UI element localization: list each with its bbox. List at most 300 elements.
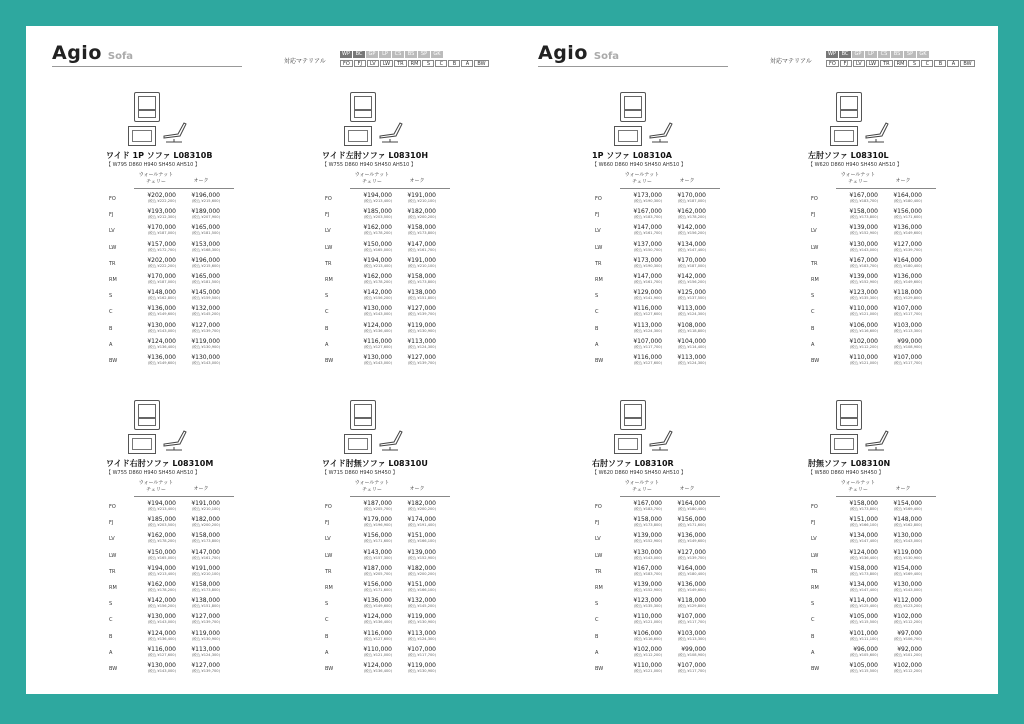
material-code: BW (109, 665, 118, 672)
product-dimensions: 【 W660 D860 H940 SH450 AH510 】 (592, 162, 686, 168)
price-walnut-cherry-tax: (税込 ¥183,700) (633, 571, 662, 576)
material-code: LV (109, 536, 115, 543)
price-walnut-cherry-tax: (税込 ¥115,500) (849, 668, 878, 673)
price-row (322, 273, 462, 289)
material-code: S (325, 293, 329, 300)
price-oak-tax: (税込 ¥166,100) (407, 539, 436, 544)
price-oak: ¥132,000 (191, 305, 220, 313)
column-header-walnut: ウォールナット (354, 480, 390, 486)
price-oak: ¥113,000 (191, 645, 220, 653)
price-walnut-cherry: ¥170,000 (147, 224, 176, 232)
series-name: Agio (52, 42, 102, 64)
price-row (106, 354, 246, 370)
price-walnut-cherry-tax: (税込 ¥172,700) (147, 247, 176, 252)
column-header-oak: オーク (409, 486, 425, 492)
price-oak-tax: (税込 ¥210,100) (191, 571, 220, 576)
material-code: FO (595, 504, 602, 510)
price-row (592, 289, 732, 305)
price-row (808, 241, 948, 257)
price-walnut-cherry-tax: (税込 ¥183,700) (849, 199, 878, 203)
price-walnut-cherry: ¥139,000 (633, 580, 662, 588)
price-walnut-cherry: ¥116,000 (147, 645, 176, 653)
price-oak: ¥151,000 (407, 532, 436, 540)
material-grade-badge: LP (379, 51, 391, 58)
price-oak: ¥182,000 (407, 564, 436, 572)
material-grade-badge: LP (865, 51, 877, 58)
material-code: LV (109, 228, 115, 235)
price-walnut-cherry: ¥151,000 (849, 516, 878, 524)
price-row (322, 662, 462, 678)
price-row (322, 646, 462, 662)
price-oak: ¥130,000 (893, 532, 922, 540)
price-walnut-cherry: ¥139,000 (633, 532, 662, 540)
price-oak-tax: (税込 ¥151,800) (407, 296, 436, 301)
price-walnut-cherry-tax: (税込 ¥127,600) (633, 312, 662, 317)
material-code: S (109, 601, 113, 608)
price-row (106, 516, 246, 532)
price-row (592, 500, 732, 516)
column-header-oak: オーク (679, 178, 695, 184)
column-header-cherry: チェリー (362, 179, 382, 185)
price-oak: ¥136,000 (893, 272, 922, 280)
column-header-cherry: チェリー (146, 487, 166, 493)
material-grade-badge: GP (852, 51, 864, 58)
price-row (322, 354, 462, 370)
price-oak-tax: (税込 ¥124,300) (677, 360, 706, 365)
price-walnut-cherry-tax: (税込 ¥183,700) (633, 215, 662, 220)
price-walnut-cherry-tax: (税込 ¥143,000) (363, 360, 392, 365)
price-row (808, 289, 948, 305)
product-block (106, 92, 266, 392)
sofa-side-view-icon (160, 122, 188, 146)
price-oak-tax: (税込 ¥124,300) (407, 344, 436, 349)
price-walnut-cherry-tax: (税込 ¥121,000) (849, 312, 878, 317)
price-oak-tax: (税込 ¥151,800) (191, 604, 220, 609)
column-header-walnut-cherry (354, 480, 390, 494)
material-code: LW (325, 244, 333, 251)
price-walnut-cherry: ¥105,000 (849, 661, 878, 669)
price-walnut-cherry: ¥202,000 (147, 192, 176, 199)
price-oak: ¥107,000 (677, 613, 706, 621)
sofa-side-view-icon (646, 430, 674, 454)
price-walnut-cherry-tax: (税込 ¥121,000) (633, 620, 662, 625)
price-oak: ¥127,000 (407, 353, 436, 361)
material-code: TR (811, 260, 818, 267)
price-oak: ¥107,000 (407, 645, 436, 653)
price-row (592, 662, 732, 678)
material-code-badge: BW (960, 60, 974, 67)
price-oak: ¥139,000 (407, 548, 436, 556)
price-walnut-cherry-tax: (税込 ¥213,400) (363, 263, 392, 268)
price-walnut-cherry: ¥113,000 (633, 321, 662, 329)
price-walnut-cherry-tax: (税込 ¥187,000) (147, 279, 176, 284)
price-walnut-cherry-tax: (税込 ¥187,000) (147, 231, 176, 236)
material-code: BW (811, 357, 820, 364)
price-walnut-cherry: ¥130,000 (147, 661, 176, 669)
price-walnut-cherry: ¥139,000 (849, 224, 878, 232)
material-label: 対応マテリアル (284, 58, 326, 65)
material-code: FO (811, 196, 818, 202)
material-code-badge: TR (880, 60, 893, 67)
sofa-front-view-icon (620, 400, 646, 430)
price-oak-tax: (税込 ¥124,300) (677, 312, 706, 317)
material-code: RM (325, 276, 333, 283)
material-code: TR (109, 568, 116, 575)
price-walnut-cherry: ¥129,000 (633, 289, 662, 297)
sofa-front-view-icon (620, 92, 646, 122)
price-oak: ¥191,000 (191, 500, 220, 507)
price-walnut-cherry: ¥107,000 (633, 337, 662, 345)
sofa-side-view-icon (862, 430, 890, 454)
price-walnut-cherry-tax: (税込 ¥136,400) (363, 620, 392, 625)
price-oak: ¥119,000 (893, 548, 922, 556)
price-walnut-cherry-tax: (税込 ¥165,000) (147, 555, 176, 560)
price-walnut-cherry-tax: (税込 ¥205,700) (363, 507, 392, 511)
price-oak-tax: (税込 ¥143,000) (893, 587, 922, 592)
price-oak-tax: (税込 ¥149,600) (893, 231, 922, 236)
price-oak-tax: (税込 ¥101,200) (893, 652, 922, 657)
price-walnut-cherry-tax: (税込 ¥205,700) (363, 571, 392, 576)
price-oak: ¥103,000 (677, 629, 706, 637)
price-oak-tax: (税込 ¥139,700) (191, 620, 220, 625)
price-oak: ¥164,000 (677, 500, 706, 507)
price-walnut-cherry: ¥130,000 (147, 321, 176, 329)
header-rule (134, 496, 234, 497)
material-code-badge: FO (340, 60, 353, 67)
title-rule (52, 66, 242, 67)
price-oak-tax: (税込 ¥168,300) (191, 247, 220, 252)
price-row (322, 565, 462, 581)
price-row (322, 224, 462, 240)
price-oak: ¥182,000 (407, 500, 436, 507)
material-code: LV (811, 536, 817, 543)
price-walnut-cherry-tax: (税込 ¥150,700) (633, 247, 662, 252)
price-walnut-cherry: ¥134,000 (849, 580, 878, 588)
price-walnut-cherry-tax: (税込 ¥147,400) (849, 587, 878, 592)
price-walnut-cherry-tax: (税込 ¥121,000) (363, 652, 392, 657)
price-oak-tax: (税込 ¥145,200) (191, 312, 220, 317)
material-code: B (109, 633, 113, 640)
price-walnut-cherry-tax: (税込 ¥173,800) (849, 571, 878, 576)
material-grade-badge: GK (917, 51, 929, 58)
price-oak: ¥189,000 (191, 208, 220, 216)
price-walnut-cherry-tax: (税込 ¥127,600) (363, 344, 392, 349)
price-oak: ¥119,000 (407, 613, 436, 621)
product-name: ワイド左肘ソファ L08310H (322, 151, 429, 160)
price-walnut-cherry: ¥167,000 (633, 564, 662, 572)
material-code: FJ (595, 520, 600, 527)
price-walnut-cherry: ¥130,000 (363, 305, 392, 313)
price-walnut-cherry: ¥156,000 (363, 580, 392, 588)
material-code: LW (325, 552, 333, 559)
price-oak: ¥113,000 (677, 353, 706, 361)
price-walnut-cherry: ¥123,000 (633, 597, 662, 605)
material-code-row (340, 60, 490, 67)
material-code: FO (109, 196, 116, 202)
column-header-walnut: ウォールナット (138, 172, 174, 178)
price-walnut-cherry-tax: (税込 ¥152,900) (633, 539, 662, 544)
material-code-badge: RM (894, 60, 908, 67)
price-walnut-cherry: ¥194,000 (147, 500, 176, 507)
price-walnut-cherry-tax: (税込 ¥117,700) (633, 344, 662, 349)
price-walnut-cherry-tax: (税込 ¥213,400) (363, 199, 392, 203)
price-oak-tax: (税込 ¥129,800) (893, 296, 922, 301)
price-table (322, 500, 462, 678)
column-header-walnut-cherry (840, 172, 876, 186)
material-code: FO (811, 504, 818, 510)
price-walnut-cherry-tax: (税込 ¥143,000) (147, 328, 176, 333)
price-oak: ¥127,000 (893, 240, 922, 248)
price-row (106, 549, 246, 565)
price-walnut-cherry: ¥136,000 (147, 305, 176, 313)
material-code: B (811, 325, 815, 332)
material-code: B (325, 325, 329, 332)
price-oak: ¥127,000 (191, 661, 220, 669)
material-code: A (325, 649, 329, 656)
price-row (592, 322, 732, 338)
column-header-walnut-cherry (138, 172, 174, 186)
price-oak: ¥125,000 (677, 289, 706, 297)
product-dimensions: 【 W755 D860 H940 SH450 AH510 】 (322, 162, 416, 168)
price-row (322, 305, 462, 321)
price-oak-tax: (税込 ¥139,700) (893, 247, 922, 252)
price-oak: ¥104,000 (677, 337, 706, 345)
price-oak-tax: (税込 ¥139,700) (191, 668, 220, 673)
price-oak: ¥102,000 (893, 661, 922, 669)
price-oak-tax: (税込 ¥106,700) (893, 636, 922, 641)
material-code: RM (811, 276, 819, 283)
price-walnut-cherry: ¥167,000 (633, 500, 662, 507)
price-walnut-cherry: ¥124,000 (849, 548, 878, 556)
price-walnut-cherry: ¥162,000 (147, 580, 176, 588)
price-walnut-cherry-tax: (税込 ¥190,300) (633, 263, 662, 268)
price-row (592, 549, 732, 565)
price-table (592, 192, 732, 370)
price-walnut-cherry-tax: (税込 ¥171,600) (363, 587, 392, 592)
price-walnut-cherry-tax: (税込 ¥112,200) (849, 344, 878, 349)
price-walnut-cherry-tax: (税込 ¥149,600) (147, 312, 176, 317)
column-header-walnut-cherry (624, 480, 660, 494)
price-row (808, 662, 948, 678)
price-oak-tax: (税込 ¥117,700) (407, 652, 436, 657)
price-row (592, 630, 732, 646)
price-oak-tax: (税込 ¥166,100) (407, 587, 436, 592)
price-oak: ¥170,000 (677, 192, 706, 199)
price-walnut-cherry-tax: (税込 ¥143,000) (363, 312, 392, 317)
material-code-badge: FJ (840, 60, 852, 67)
price-oak-tax: (税込 ¥152,900) (407, 555, 436, 560)
price-oak-tax: (税込 ¥181,500) (191, 231, 220, 236)
price-walnut-cherry: ¥194,000 (363, 256, 392, 264)
price-oak-tax: (税込 ¥180,400) (677, 507, 706, 511)
material-code: B (811, 633, 815, 640)
price-row (808, 516, 948, 532)
price-walnut-cherry: ¥162,000 (363, 272, 392, 280)
price-walnut-cherry-tax: (税込 ¥136,400) (849, 555, 878, 560)
product-block (322, 92, 482, 392)
price-oak: ¥113,000 (407, 629, 436, 637)
material-grade-badge: WP (826, 51, 838, 58)
price-oak: ¥97,000 (897, 629, 922, 637)
price-oak: ¥164,000 (677, 564, 706, 572)
price-row (808, 549, 948, 565)
material-code: S (109, 293, 113, 300)
price-walnut-cherry-tax: (税込 ¥141,900) (633, 296, 662, 301)
price-row (106, 338, 246, 354)
price-oak-tax: (税込 ¥139,700) (677, 555, 706, 560)
material-code: A (325, 341, 329, 348)
price-row (592, 565, 732, 581)
price-oak-tax: (税込 ¥171,600) (893, 215, 922, 220)
price-row (106, 257, 246, 273)
price-walnut-cherry-tax: (税込 ¥156,200) (363, 296, 392, 301)
price-row (592, 581, 732, 597)
price-oak-tax: (税込 ¥108,900) (677, 652, 706, 657)
material-code: LV (595, 228, 601, 235)
material-code: S (595, 293, 599, 300)
price-oak: ¥174,000 (407, 516, 436, 524)
price-walnut-cherry-tax: (税込 ¥147,400) (849, 539, 878, 544)
material-code: S (811, 601, 815, 608)
price-table (592, 500, 732, 678)
price-walnut-cherry-tax: (税込 ¥166,100) (849, 523, 878, 528)
price-row (808, 532, 948, 548)
price-oak: ¥102,000 (893, 613, 922, 621)
price-row (592, 338, 732, 354)
price-oak: ¥156,000 (893, 208, 922, 216)
title-rule (538, 66, 728, 67)
price-walnut-cherry: ¥179,000 (363, 516, 392, 524)
price-walnut-cherry: ¥156,000 (363, 532, 392, 540)
price-oak: ¥142,000 (677, 224, 706, 232)
material-code: BW (109, 357, 118, 364)
material-code: A (109, 649, 113, 656)
price-walnut-cherry-tax: (税込 ¥135,300) (633, 604, 662, 609)
price-row (808, 224, 948, 240)
price-oak: ¥147,000 (191, 548, 220, 556)
column-header-walnut: ウォールナット (624, 480, 660, 486)
price-oak-tax: (税込 ¥171,600) (677, 523, 706, 528)
material-code-badge: RM (408, 60, 422, 67)
material-grade-badge: SP (418, 51, 430, 58)
material-grade-row (340, 51, 444, 58)
column-header-oak: オーク (193, 178, 209, 184)
price-row (808, 646, 948, 662)
material-code: S (325, 601, 329, 608)
price-oak: ¥148,000 (893, 516, 922, 524)
price-walnut-cherry-tax: (税込 ¥115,500) (849, 620, 878, 625)
price-walnut-cherry: ¥136,000 (147, 353, 176, 361)
price-walnut-cherry: ¥187,000 (363, 500, 392, 507)
price-walnut-cherry: ¥130,000 (147, 613, 176, 621)
price-row (106, 662, 246, 678)
header-rule (620, 188, 720, 189)
price-walnut-cherry-tax: (税込 ¥143,000) (633, 555, 662, 560)
price-walnut-cherry: ¥143,000 (363, 548, 392, 556)
price-row (322, 532, 462, 548)
price-oak-tax: (税込 ¥173,800) (191, 539, 220, 544)
price-oak-tax: (税込 ¥207,900) (191, 215, 220, 220)
price-walnut-cherry-tax: (税込 ¥136,400) (147, 636, 176, 641)
column-header-walnut-cherry (624, 172, 660, 186)
price-oak-tax: (税込 ¥129,800) (677, 604, 706, 609)
price-oak: ¥156,000 (677, 516, 706, 524)
price-row (106, 581, 246, 597)
price-row (808, 322, 948, 338)
price-walnut-cherry-tax: (税込 ¥173,800) (849, 507, 878, 511)
price-walnut-cherry-tax: (税込 ¥116,600) (849, 328, 878, 333)
column-header-oak: オーク (409, 178, 425, 184)
price-walnut-cherry: ¥106,000 (849, 321, 878, 329)
price-oak-tax: (税込 ¥200,200) (191, 523, 220, 528)
price-walnut-cherry: ¥110,000 (363, 645, 392, 653)
material-code: FJ (109, 520, 114, 527)
price-row (106, 630, 246, 646)
price-row (808, 354, 948, 370)
price-row (808, 597, 948, 613)
price-walnut-cherry: ¥123,000 (849, 289, 878, 297)
price-oak: ¥127,000 (407, 305, 436, 313)
price-oak-tax: (税込 ¥180,400) (893, 199, 922, 203)
price-oak-tax: (税込 ¥210,100) (407, 263, 436, 268)
material-code: LW (595, 244, 603, 251)
column-header-walnut-cherry (840, 480, 876, 494)
sofa-front-view-icon (836, 92, 862, 122)
price-walnut-cherry-tax: (税込 ¥212,300) (147, 215, 176, 220)
price-oak-tax: (税込 ¥161,700) (407, 247, 436, 252)
material-code: LW (811, 552, 819, 559)
price-walnut-cherry: ¥110,000 (633, 661, 662, 669)
price-walnut-cherry-tax: (税込 ¥162,800) (147, 296, 176, 301)
catalog-page-right (512, 26, 998, 694)
price-walnut-cherry: ¥102,000 (633, 645, 662, 653)
price-oak-tax: (税込 ¥130,900) (191, 344, 220, 349)
price-walnut-cherry: ¥142,000 (147, 597, 176, 605)
material-code-badge: A (461, 60, 473, 67)
price-oak-tax: (税込 ¥159,500) (191, 296, 220, 301)
price-row (106, 208, 246, 224)
material-code-badge: S (908, 60, 920, 67)
price-walnut-cherry-tax: (税込 ¥152,900) (849, 231, 878, 236)
price-walnut-cherry: ¥130,000 (363, 353, 392, 361)
material-code: LW (109, 244, 117, 251)
price-row (592, 597, 732, 613)
material-code-badge: B (934, 60, 946, 67)
price-row (322, 500, 462, 516)
price-oak-tax: (税込 ¥210,100) (191, 507, 220, 511)
price-walnut-cherry-tax: (税込 ¥161,700) (633, 231, 662, 236)
price-oak: ¥113,000 (677, 305, 706, 313)
price-walnut-cherry-tax: (税込 ¥111,100) (849, 636, 878, 641)
material-grade-badge: BS (405, 51, 417, 58)
price-oak-tax: (税込 ¥187,000) (677, 199, 706, 203)
sofa-top-view-icon (128, 434, 156, 454)
price-walnut-cherry: ¥167,000 (633, 208, 662, 216)
price-walnut-cherry: ¥110,000 (633, 613, 662, 621)
price-row (322, 597, 462, 613)
material-grade-badge: BC (839, 51, 851, 58)
price-row (322, 581, 462, 597)
material-code: FO (325, 196, 332, 202)
price-walnut-cherry-tax: (税込 ¥152,900) (633, 587, 662, 592)
price-walnut-cherry: ¥150,000 (147, 548, 176, 556)
price-oak: ¥147,000 (407, 240, 436, 248)
price-row (106, 224, 246, 240)
price-oak: ¥138,000 (407, 289, 436, 297)
price-walnut-cherry-tax: (税込 ¥183,700) (633, 507, 662, 511)
price-oak-tax: (税込 ¥137,500) (677, 296, 706, 301)
price-oak: ¥99,000 (681, 645, 706, 653)
